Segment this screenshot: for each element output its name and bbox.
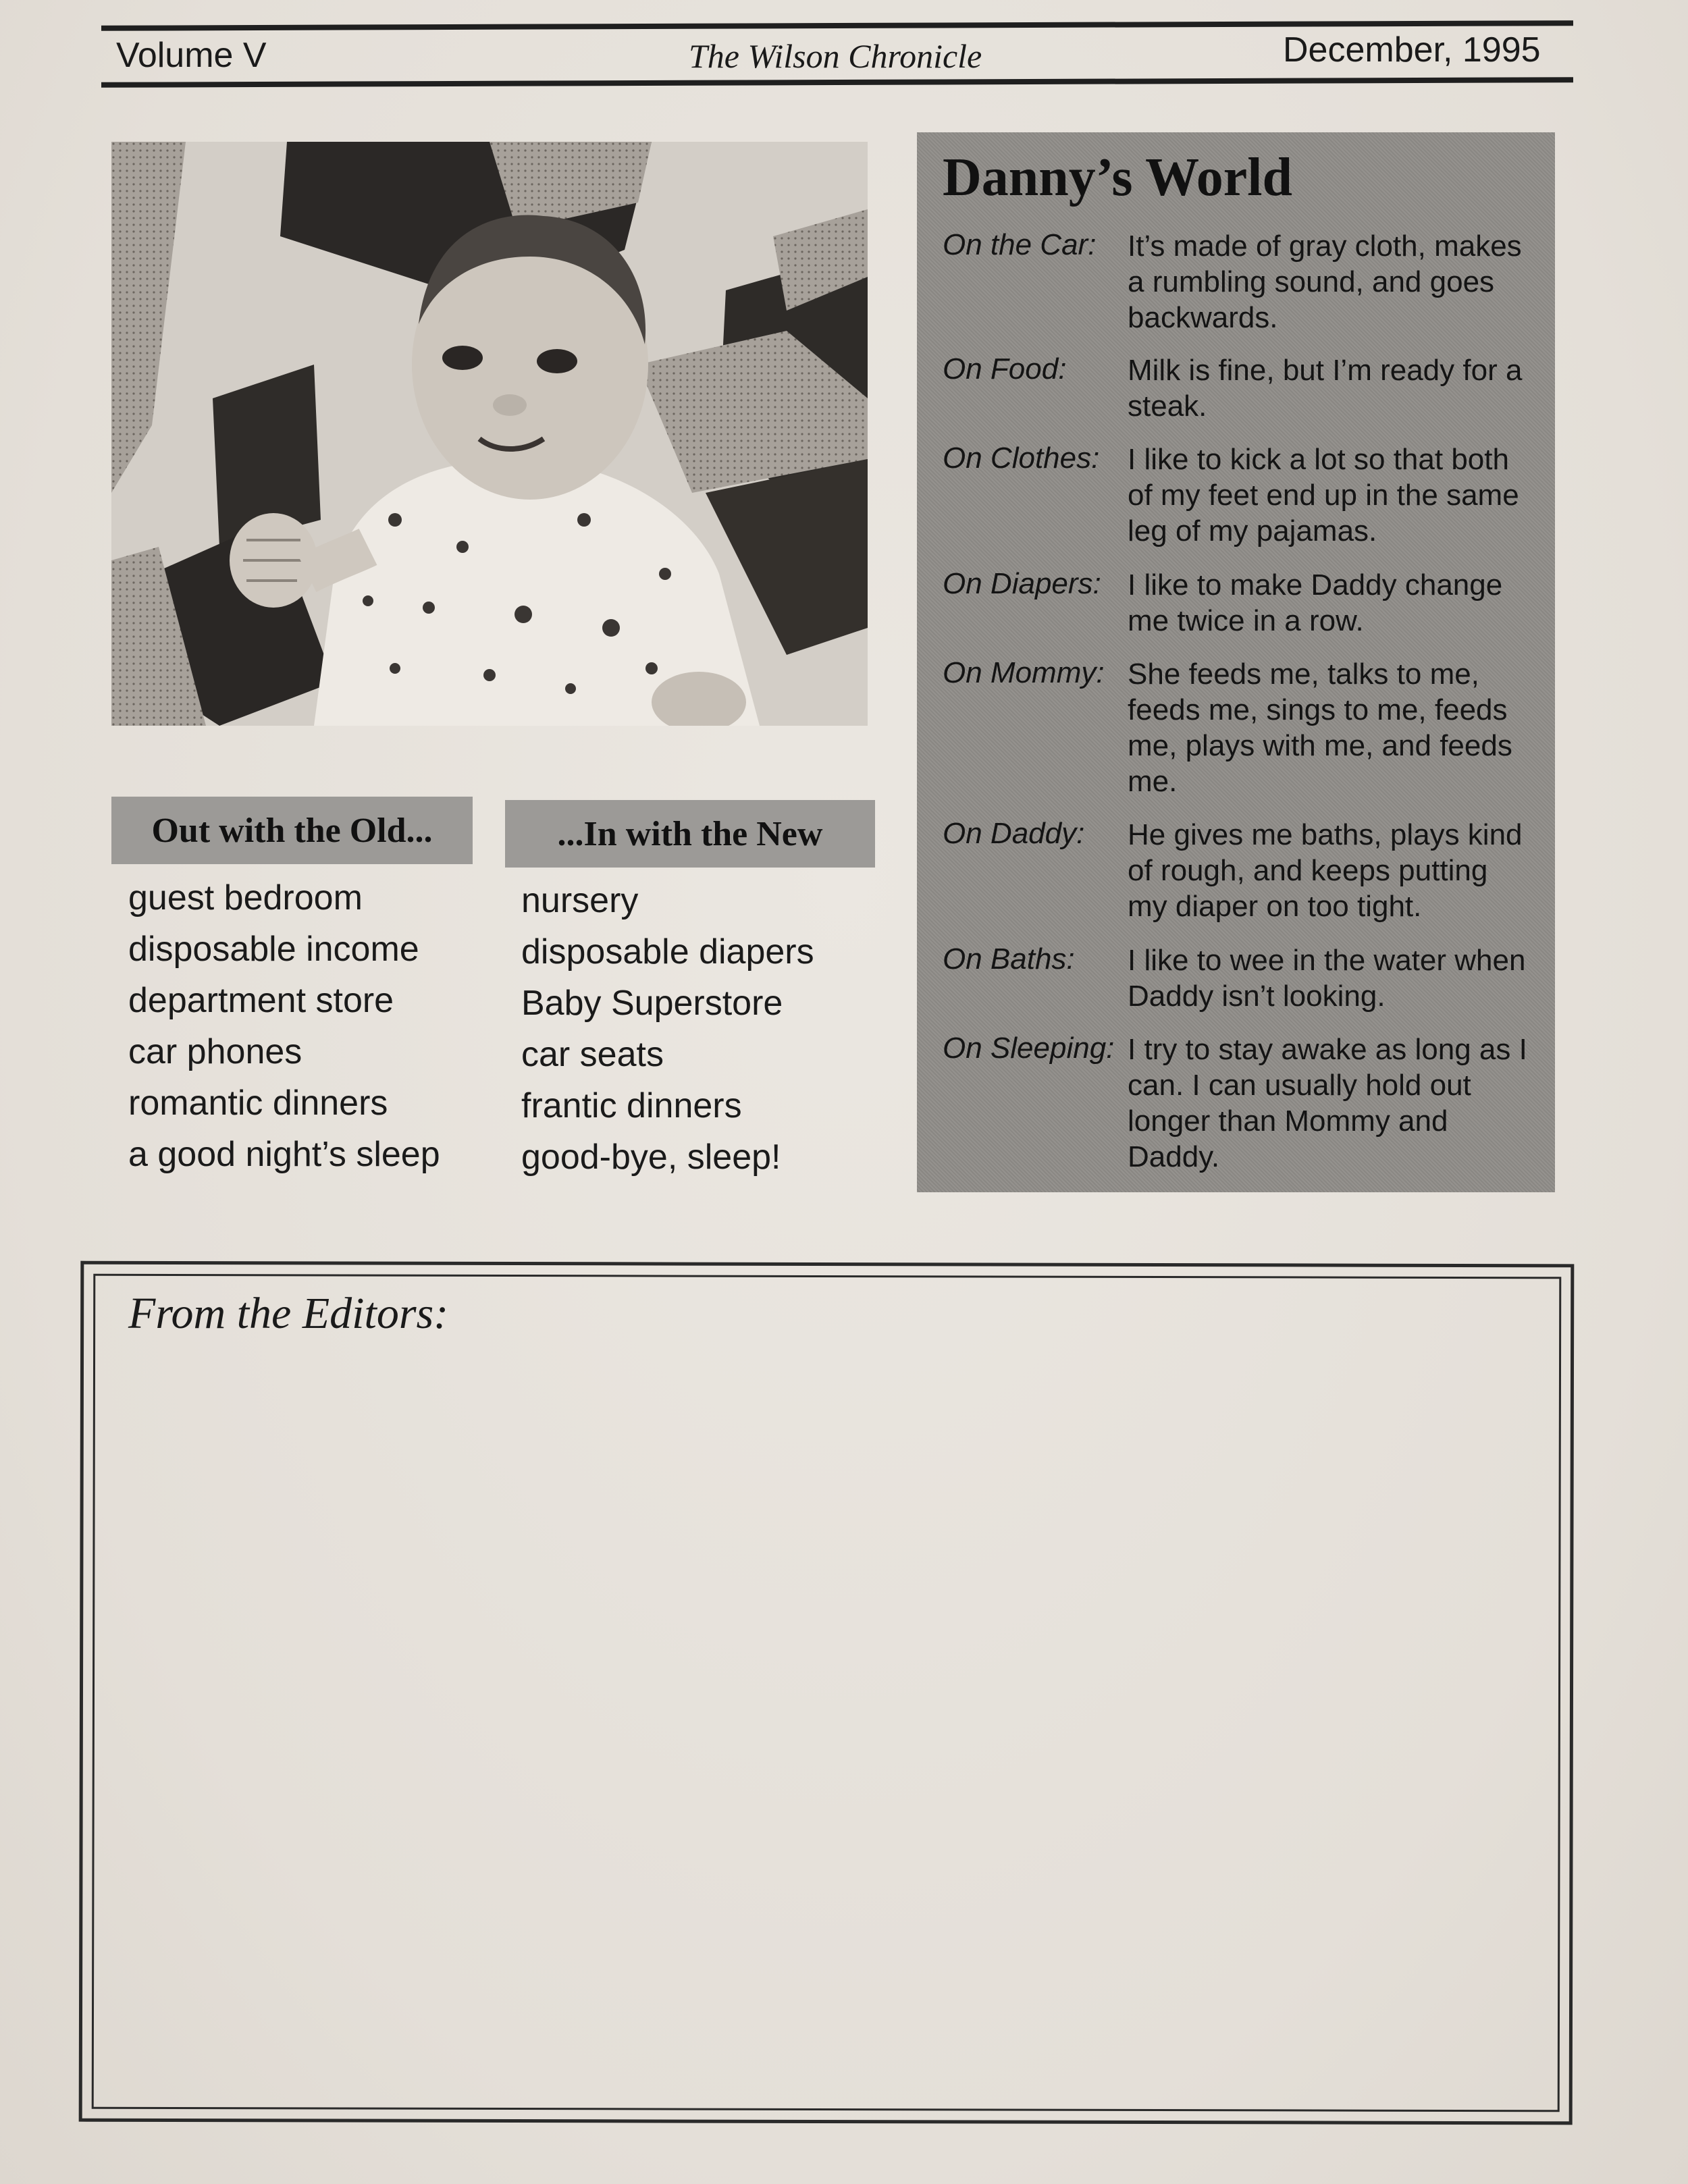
baby-photo-icon <box>111 142 868 726</box>
entry-text <box>1128 228 1539 336</box>
entry-text <box>1128 352 1539 424</box>
entry-label: On Daddy: <box>943 817 1085 850</box>
entry-line: me. <box>1128 765 1178 798</box>
entry-label: On Clothes: <box>943 442 1100 475</box>
sidebar-title: Danny’s World <box>943 148 1292 207</box>
entry-label: On Sleeping: <box>943 1032 1115 1065</box>
entry-label: On Mommy: <box>943 656 1105 689</box>
baby-photo <box>111 142 868 726</box>
list-item: car seats <box>521 1035 664 1074</box>
entry-line: me, plays with me, and feeds <box>1128 729 1512 762</box>
entry-label: On Baths: <box>943 942 1075 976</box>
old-items-list <box>128 872 440 1180</box>
list-item: guest bedroom <box>128 878 363 917</box>
entry-line: I try to stay awake as long as I <box>1128 1033 1527 1066</box>
entry-label: On the Car: <box>943 228 1097 261</box>
entry-text <box>1128 656 1539 799</box>
list-item: good-bye, sleep! <box>521 1138 781 1177</box>
list-item: Baby Superstore <box>521 984 783 1023</box>
list-item: romantic dinners <box>128 1084 388 1123</box>
old-column-heading: Out with the Old... <box>111 797 473 864</box>
entry-label: On Food: <box>943 352 1067 385</box>
list-item: a good night’s sleep <box>128 1135 440 1174</box>
entry-line: steak. <box>1128 390 1207 423</box>
entry-label: On Diapers: <box>943 567 1101 600</box>
editors-box-inner-border <box>92 1274 1562 2112</box>
entry-line: Daddy. <box>1128 1140 1220 1173</box>
entry-line: of my feet end up in the same <box>1128 479 1519 512</box>
entry-line: He gives me baths, plays kind <box>1128 818 1523 851</box>
issue-date: December, 1995 <box>1283 30 1541 70</box>
entry-line: backwards. <box>1128 301 1278 334</box>
entry-text <box>1128 817 1539 924</box>
editors-box <box>79 1261 1575 2125</box>
dannys-world-sidebar <box>917 132 1555 1192</box>
entry-line: I like to make Daddy change <box>1128 568 1503 602</box>
entry-line: I like to wee in the water when <box>1128 944 1526 977</box>
entry-line: me twice in a row. <box>1128 604 1364 637</box>
entry-line: Milk is fine, but I’m ready for a <box>1128 354 1523 387</box>
list-item: disposable income <box>128 930 419 969</box>
list-item: disposable diapers <box>521 932 814 971</box>
list-item: nursery <box>521 881 639 920</box>
entry-line: I like to kick a lot so that both <box>1128 443 1509 476</box>
entry-line: my diaper on too tight. <box>1128 890 1422 923</box>
entry-line: It’s made of gray cloth, makes <box>1128 230 1522 263</box>
editors-heading: From the Editors: <box>128 1289 449 1338</box>
entry-line: Daddy isn’t looking. <box>1128 980 1386 1013</box>
entry-line: a rumbling sound, and goes <box>1128 265 1495 298</box>
newsletter-title: The Wilson Chronicle <box>689 37 982 75</box>
entry-line: She feeds me, talks to me, <box>1128 658 1479 691</box>
list-item: department store <box>128 981 394 1020</box>
entry-text <box>1128 942 1539 1014</box>
entry-line: can. I can usually hold out <box>1128 1069 1471 1102</box>
entry-line: of rough, and keeps putting <box>1128 854 1488 887</box>
entry-line: leg of my pajamas. <box>1128 514 1377 548</box>
entry-text <box>1128 567 1539 639</box>
volume-label: Volume V <box>116 36 267 75</box>
entry-text <box>1128 442 1539 549</box>
entry-line: feeds me, sings to me, feeds <box>1128 693 1508 726</box>
new-column-heading: ...In with the New <box>505 800 875 868</box>
list-item: frantic dinners <box>521 1086 742 1125</box>
list-item: car phones <box>128 1032 302 1071</box>
entry-text <box>1128 1032 1539 1175</box>
entry-line: longer than Mommy and <box>1128 1104 1448 1138</box>
new-items-list <box>521 875 814 1183</box>
